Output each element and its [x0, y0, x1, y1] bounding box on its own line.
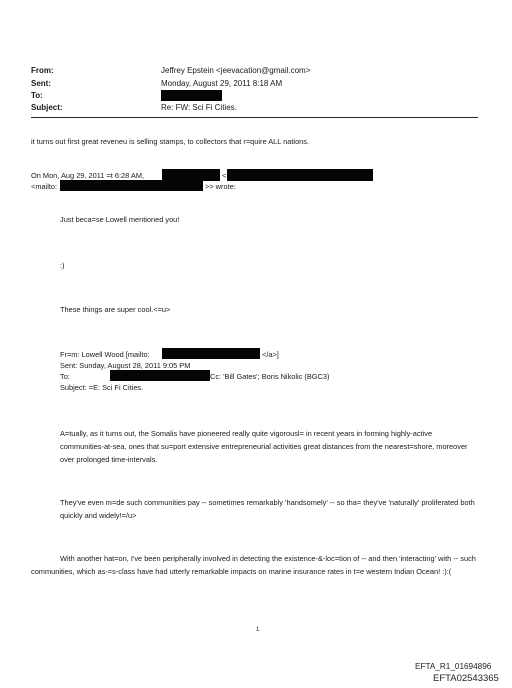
quote-mailto: <mailto: — [31, 182, 58, 191]
paragraph-2: They've even m=de such communities pay -- sometimes remarkably 'handsomely' -- so tha= they've 'naturally' proliferated both quickly and widely!=/u> — [60, 498, 475, 520]
paragraph-1: A=tually, as it turns out, the Somalis have pioneered really quite vigorousl= in recent years in forming highly-active communities-at-sea, ones that su=port extensive entrepreneurial activities great distances from the nearest=shore, moreover over prolonged time-intervals. — [60, 429, 468, 464]
header-divider — [31, 117, 478, 118]
from-value: Jeffrey Epstein <jeevacation@gmail.com> — [161, 66, 311, 75]
sent-value: Monday, August 29, 2011 8:18 AM — [161, 79, 283, 88]
to-label: To: — [31, 91, 43, 100]
redaction-to — [161, 90, 222, 101]
quoted-line-3: These things are super cool.<=u> — [60, 305, 171, 314]
fwd-from-end: </a>] — [262, 350, 279, 359]
subject-value: Re: FW: Sci Fi Cities. — [161, 103, 237, 112]
footer-ref-1: EFTA_R1_01694896 — [415, 662, 492, 671]
quote-lt: < — [222, 171, 227, 180]
fwd-cc: Cc: 'Bill Gates'; Boris Nikolic (BGC3) — [210, 372, 330, 381]
page-number: 1 — [256, 627, 260, 633]
redaction-fwd-email — [162, 348, 260, 359]
paragraph-3: With another hat=on, I've been peripherally involved in detecting the existence-&-loc=tion of -- and then 'interacting' with -- such communities, which as-=s-class have had utterly remarkable impacts on marine insurance rates in t=e western Indian Ocean! :):( — [31, 554, 476, 576]
fwd-subject: Subject: =E: Sci Fi Cities. — [60, 383, 144, 392]
redaction-quote-email — [227, 169, 373, 181]
redaction-fwd-to — [110, 370, 210, 381]
footer-ref-2: EFTA02543365 — [433, 673, 499, 684]
quote-on-line: On Mon, Aug 29, 2011 =t 6:28 AM, — [31, 171, 145, 180]
reply-text: it turns out first great reveneu is selling stamps, to collectors that r=quire ALL nations. — [31, 137, 310, 146]
quoted-line-2: :) — [60, 261, 65, 270]
redaction-mailto — [60, 180, 203, 191]
from-label: From: — [31, 66, 54, 75]
fwd-from: Fr=m: Lowell Wood [mailto: — [60, 350, 150, 359]
quote-wrote: >> wrote: — [205, 182, 236, 191]
sent-label: Sent: — [31, 79, 51, 88]
quoted-line-1: Just beca=se Lowell mentioned you! — [60, 215, 180, 224]
subject-label: Subject: — [31, 103, 63, 112]
fwd-sent: Sent: Sunday, August 28, 2011 9:05 PM — [60, 361, 191, 370]
fwd-to: To: — [60, 372, 70, 381]
